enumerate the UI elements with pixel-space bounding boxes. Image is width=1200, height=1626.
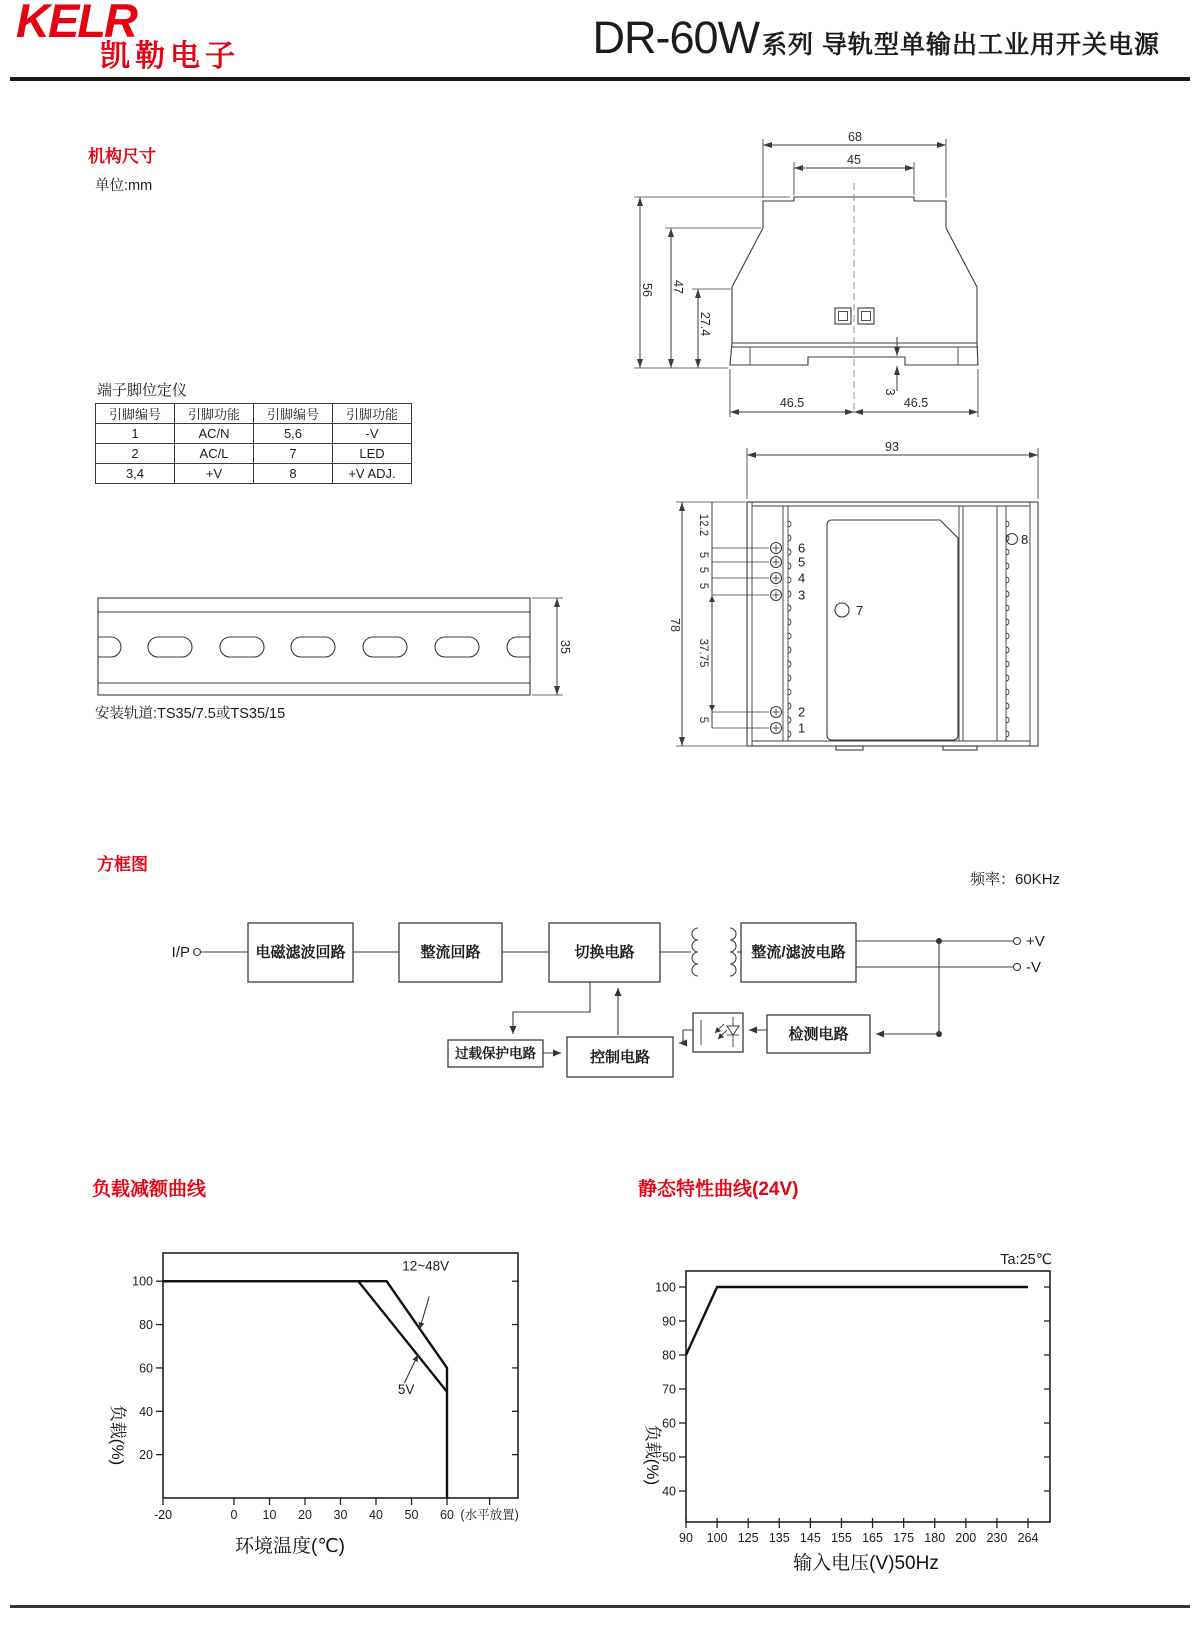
x-tick-label: 200	[955, 1531, 977, 1545]
rail-slot-end	[98, 637, 121, 657]
dim-68: 68	[848, 130, 862, 144]
pin-table-header-cell: 引脚功能	[175, 404, 254, 424]
input-terminal	[194, 949, 201, 956]
pin-table-cell: 2	[96, 444, 175, 464]
x-tick-label: 40	[369, 1508, 383, 1522]
x-tick-label: 90	[679, 1531, 693, 1545]
chart1-title: 负载减额曲线	[92, 1179, 207, 1200]
frequency-note: 频率：60KHz	[970, 871, 1061, 888]
dim-12-2: 12.2	[697, 513, 709, 537]
chart2-title: 静态特性曲线(24V)	[638, 1179, 799, 1200]
y-tick-label: 40	[662, 1484, 676, 1499]
terminal-label: 3	[798, 587, 806, 603]
x-tick-label: 180	[924, 1531, 946, 1545]
block-detection-label: 检测电路	[788, 1026, 849, 1043]
brand-logo-chinese: 凯勒电子	[100, 40, 240, 73]
dim-47: 47	[671, 280, 685, 294]
pin-table	[95, 403, 412, 484]
din-rail-drawing	[85, 570, 585, 710]
series-24V	[686, 1287, 1028, 1355]
pin-table-header-cell: 引脚编号	[254, 404, 333, 424]
y-tick-label: 20	[139, 1448, 153, 1463]
annotation-label: 5V	[397, 1381, 415, 1397]
pin-table-cell: 1	[96, 424, 175, 444]
annotation-arrow	[420, 1296, 430, 1329]
y-tick-label: 50	[662, 1450, 676, 1465]
block-diagram	[90, 855, 1100, 1095]
block-rectifier-label: 整流回路	[420, 944, 481, 961]
y-axis-label: 负载(%)	[643, 1424, 662, 1486]
x-tick-label: 125	[737, 1531, 759, 1545]
pin-table-cell: 8	[254, 464, 333, 484]
dim-5: 5	[697, 582, 709, 590]
y-tick-label: 60	[139, 1361, 153, 1376]
annotation-label: 12~48V	[402, 1258, 450, 1274]
x-tick-label: 175	[893, 1531, 915, 1545]
rail-slot	[291, 637, 335, 657]
pin-table-header-row	[96, 404, 412, 424]
label-panel	[827, 520, 958, 740]
x-tick-label: 10	[262, 1508, 277, 1522]
pin-table-header-cell: 引脚功能	[333, 404, 412, 424]
derating-curve-chart	[85, 1240, 555, 1570]
output-neg-label: -V	[1026, 959, 1041, 976]
dim-5: 5	[697, 566, 709, 574]
x-tick-label: 50	[404, 1508, 419, 1522]
terminal-label: 1	[798, 720, 806, 736]
rail-slot-end	[507, 637, 530, 657]
optocoupler	[693, 1013, 743, 1052]
vent-bumps-left	[788, 521, 791, 737]
pin-table-cell: 3,4	[96, 464, 175, 484]
x-tick-label: 135	[768, 1531, 790, 1545]
pin-table-cell: 7	[254, 444, 333, 464]
rail-slot	[220, 637, 264, 657]
stack-arrow	[709, 705, 715, 712]
y-axis-label: 负载(%)	[108, 1404, 127, 1466]
brand-logo: KELR	[16, 0, 136, 47]
vent-bumps-right	[1006, 521, 1009, 737]
transformer-primary-coil	[692, 928, 698, 976]
pin-table-row	[96, 444, 412, 464]
dim-27-4: 27.4	[698, 311, 712, 337]
pin-table-row	[96, 464, 412, 484]
clip-window-left	[835, 308, 851, 324]
x-tick-label: 145	[799, 1531, 821, 1545]
unit-note: 单位:mm	[95, 178, 153, 194]
x-tick-label: 20	[298, 1508, 312, 1522]
x-tick-label: 30	[333, 1508, 348, 1522]
bottom-tab	[943, 746, 977, 750]
dim-56: 56	[640, 283, 654, 297]
rail-slot	[435, 637, 479, 657]
y-tick-label: 40	[139, 1404, 153, 1419]
transformer-secondary-coil	[730, 928, 736, 976]
switch-to-overload-arrow	[513, 982, 590, 1034]
pin-table-cell: AC/L	[175, 444, 254, 464]
led-indicator	[835, 603, 849, 617]
clip-window-right	[858, 308, 874, 324]
footer-rule	[10, 1605, 1190, 1608]
opto-to-control-arrow	[679, 1030, 693, 1043]
y-tick-label: 100	[655, 1280, 676, 1295]
pin-table-cell: +V	[175, 464, 254, 484]
x-tick-label: 155	[831, 1531, 852, 1545]
dim-5: 5	[697, 716, 709, 724]
static-characteristic-chart	[600, 1240, 1080, 1580]
dim-78: 78	[668, 618, 682, 632]
block-switching-label: 切换电路	[574, 944, 635, 961]
terminal-label: 2	[798, 704, 806, 720]
pin-table-body	[96, 424, 412, 484]
pin-table-row	[96, 424, 412, 444]
series-5V	[163, 1281, 447, 1392]
side-view-drawing	[605, 112, 1160, 422]
front-view-drawing	[630, 435, 1060, 753]
x-tick-label: 0	[230, 1508, 238, 1522]
x-tick-label: -20	[153, 1508, 173, 1522]
section-title-mechanical: 机构尺寸	[88, 147, 156, 166]
annotation-arrow	[404, 1355, 417, 1383]
x-tick-label: 230	[986, 1531, 1008, 1545]
output-pos-terminal	[1014, 938, 1021, 945]
x-axis-label: 环境温度(℃)	[235, 1536, 345, 1557]
x-tick-label: 165	[862, 1531, 883, 1545]
pin-table-cell: +V ADJ.	[333, 464, 412, 484]
rail-slot	[363, 637, 407, 657]
section-title-block-diagram: 方框图	[97, 855, 148, 874]
block-output-filter-label: 整流/滤波电路	[751, 944, 846, 961]
dim-46-5-right: 46.5	[903, 396, 929, 410]
y-tick-label: 80	[662, 1348, 676, 1363]
output-pos-label: +V	[1026, 933, 1045, 950]
dim-37-75: 37.75	[697, 638, 709, 668]
y-tick-label: 100	[132, 1274, 153, 1289]
bottom-tab	[836, 746, 863, 750]
dim-35: 35	[558, 640, 572, 654]
pin-table-cell: LED	[333, 444, 412, 464]
series-title: 系列 导轨型单输出工业用开关电源	[762, 31, 1160, 59]
dim-5: 5	[697, 551, 709, 559]
block-emi-filter-label: 电磁滤波回路	[255, 944, 346, 961]
pin-table-cell: -V	[333, 424, 412, 444]
header-rule	[10, 77, 1190, 81]
dim-93: 93	[885, 440, 899, 454]
dim-46-5-left: 46.5	[779, 396, 805, 410]
terminal-label: 6	[798, 540, 806, 556]
clip-window-right-inner	[862, 312, 871, 321]
pin-table-cell: AC/N	[175, 424, 254, 444]
corner-note: Ta:25℃	[1000, 1252, 1052, 1268]
y-tick-label: 60	[662, 1416, 676, 1431]
output-neg-terminal	[1014, 964, 1021, 971]
plot-frame	[686, 1271, 1050, 1522]
dim-3: 3	[883, 388, 897, 396]
y-tick-label: 80	[139, 1318, 153, 1333]
plot-frame	[163, 1253, 518, 1498]
page-title	[593, 12, 1160, 64]
pin-table-title: 端子脚位定仪	[97, 382, 188, 399]
x-tick-label: 264	[1017, 1531, 1039, 1545]
led-number: 7	[856, 603, 864, 618]
rail-note: 安装轨道:TS35/7.5或TS35/15	[95, 706, 286, 722]
clip-window-left-inner	[839, 312, 848, 321]
block-overload-label: 过载保护电路	[455, 1046, 536, 1061]
y-tick-label: 90	[662, 1314, 676, 1329]
x-axis-label: 输入电压(V)50Hz	[793, 1553, 939, 1574]
pin-table-header-cell: 引脚编号	[96, 404, 175, 424]
block-control-label: 控制电路	[589, 1049, 651, 1066]
y-tick-label: 70	[662, 1382, 676, 1397]
adj-number: 8	[1021, 532, 1029, 547]
x-tick-label: (水平放置)	[460, 1508, 519, 1522]
dim-45: 45	[847, 153, 861, 167]
rail-slot	[148, 637, 192, 657]
pin-table-cell: 5,6	[254, 424, 333, 444]
input-label: I/P	[171, 944, 190, 961]
terminal-label: 4	[798, 570, 806, 586]
terminal-label: 5	[798, 554, 806, 570]
x-tick-label: 60	[440, 1508, 454, 1522]
stack-arrow	[709, 596, 715, 603]
x-tick-label: 100	[706, 1531, 728, 1545]
model-name: DR-60W	[592, 12, 760, 63]
